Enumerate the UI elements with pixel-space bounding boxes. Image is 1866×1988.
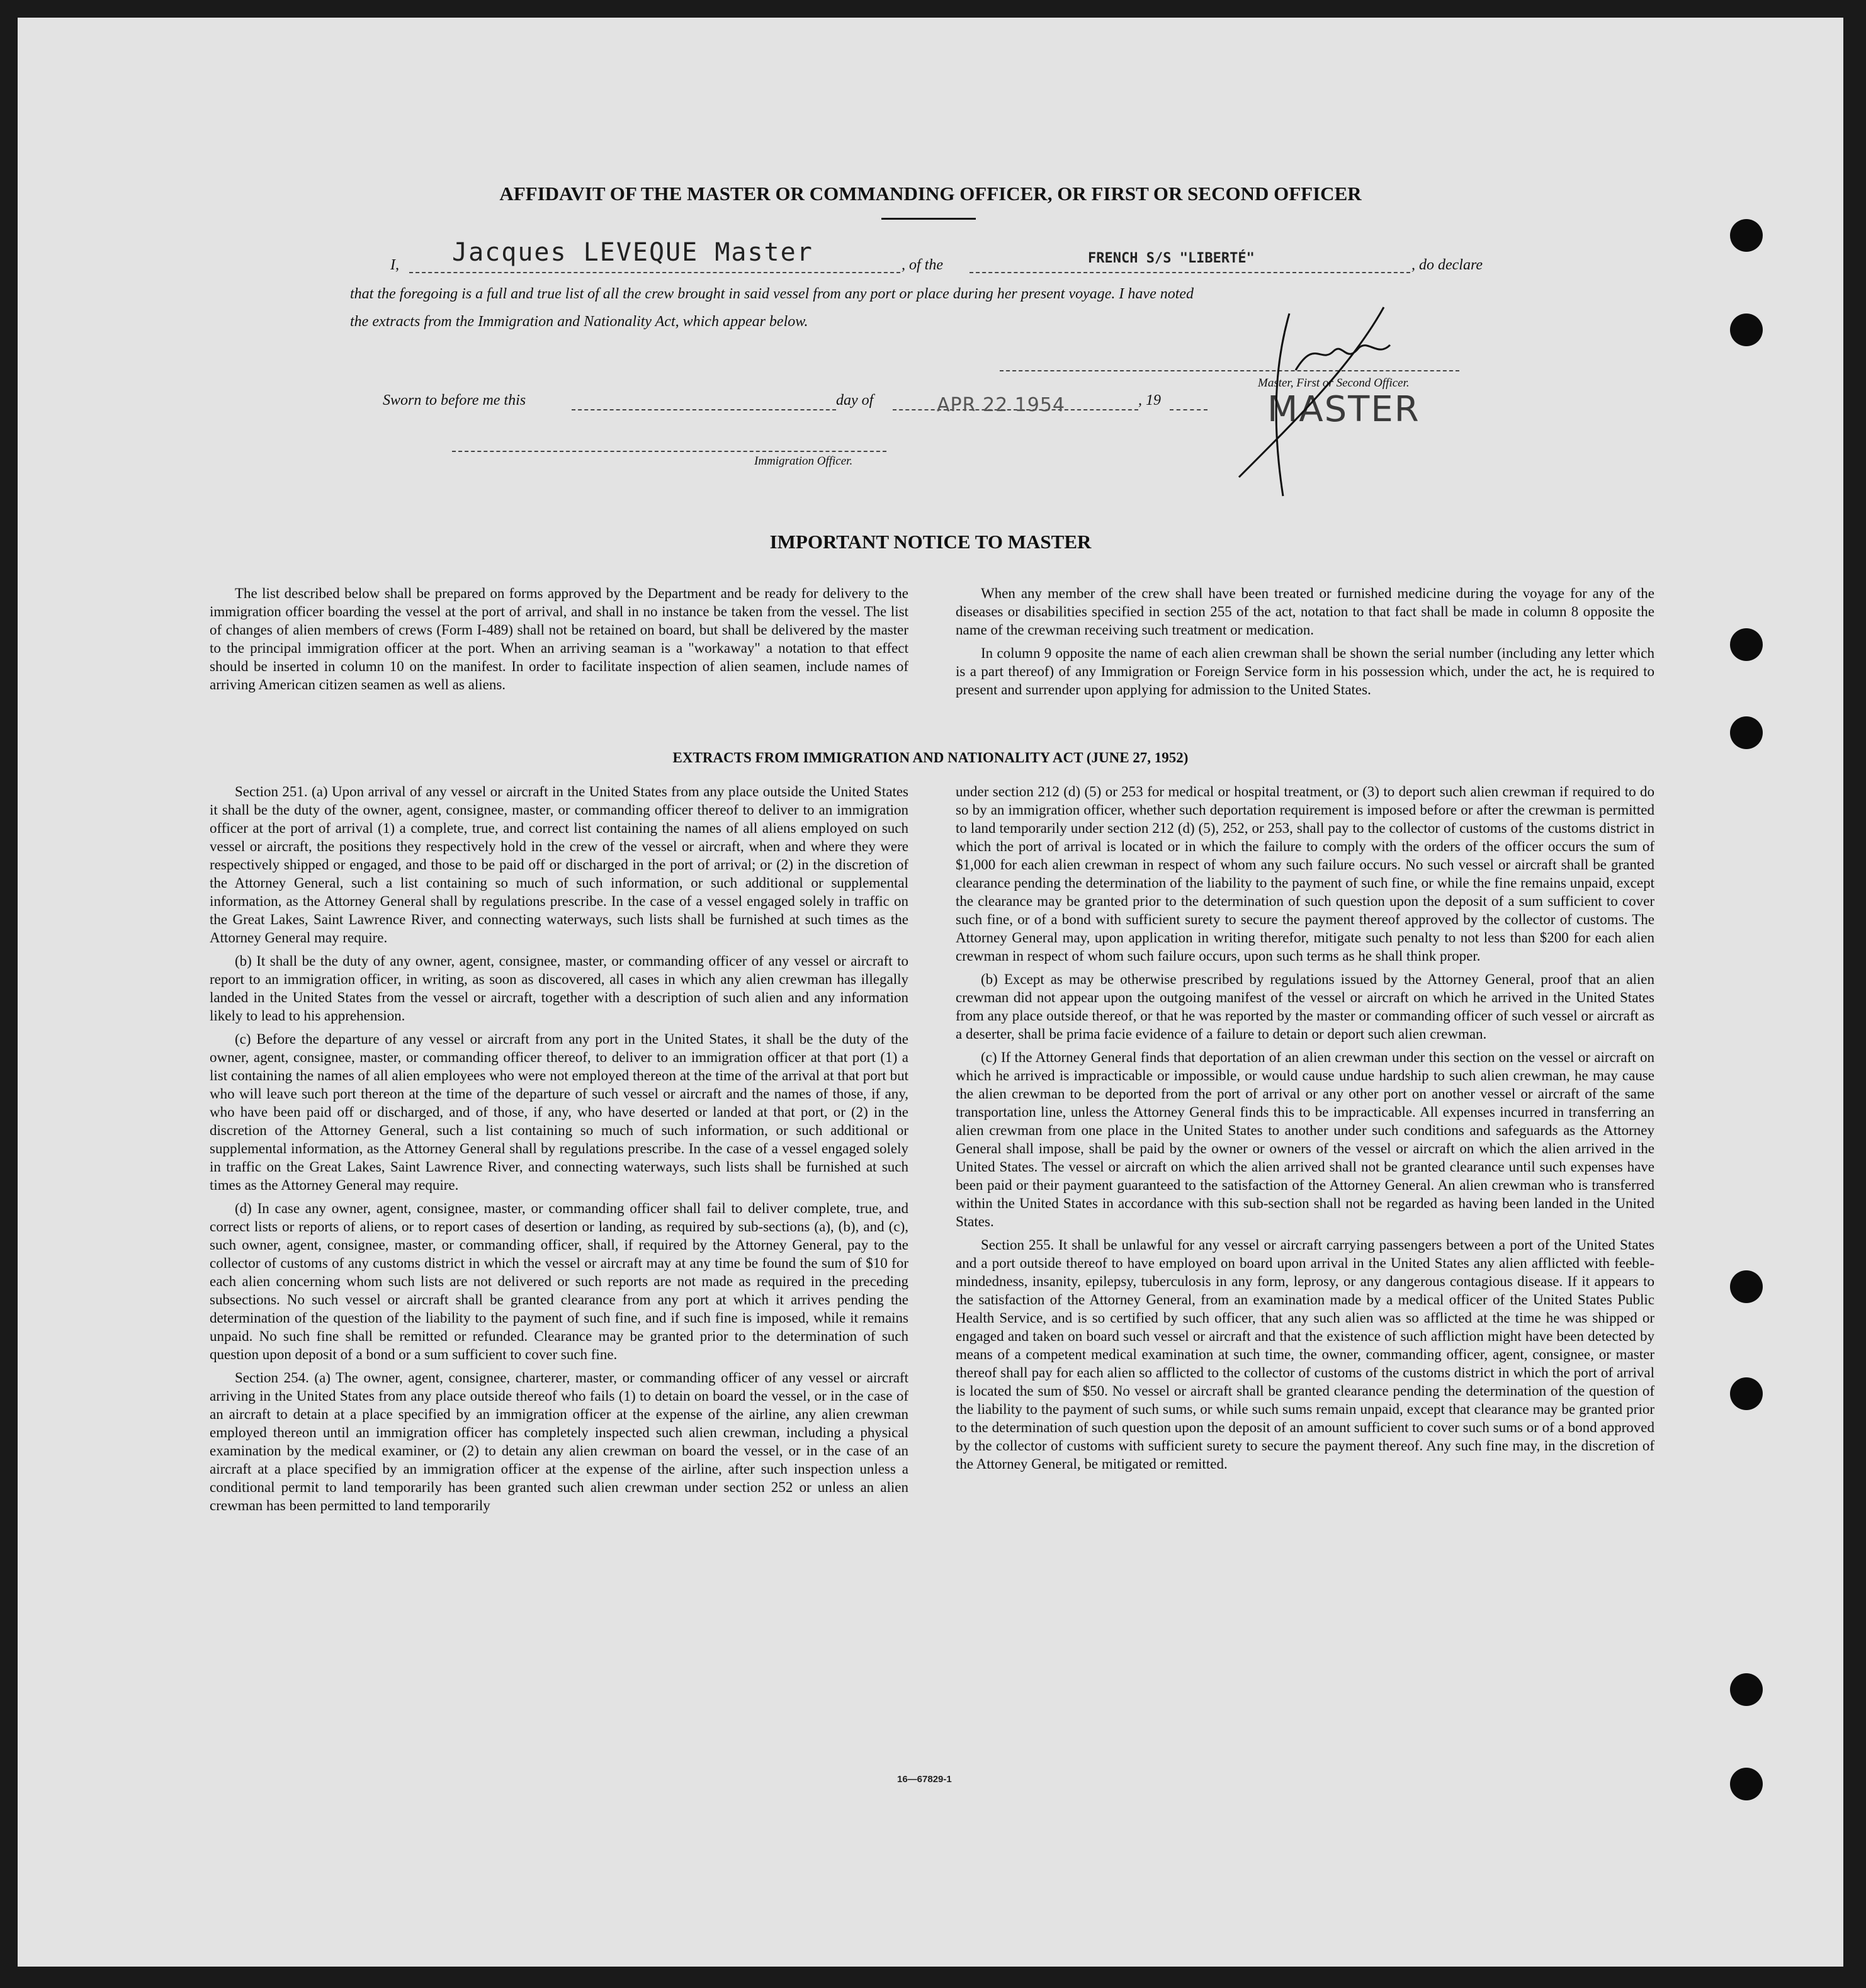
punch-hole: [1730, 1270, 1763, 1303]
signature-scribble: [1226, 288, 1453, 502]
notice-right-column: [956, 584, 1654, 704]
punch-hole: [1730, 219, 1763, 252]
punch-hole: [1730, 313, 1763, 346]
section-251-d: (d) In case any owner, agent, consignee, master, or commanding officer shall fail to deliver complete, true, and correct lists or reports of aliens, or to report cases of desertion or landing, as required by sub-sections (a), (b), and (c), such owner, agent, consignee, master, or commanding officer, shall, if required by the Attorney General, pay to the collector of customs of any customs district in which the vessel or aircraft may at any time be found the sum of $10 for each alien concerning whom such lists are not delivered or such reports are not made as required in the preceding subsections. No such vessel or aircraft shall be granted clearance from any port at which it arrives pending the determination of the question of the liability to the payment of such fine, and if such fine is imposed, while it remains unpaid. No such fine shall be remitted or refunded. Clearance may be granted prior to the determination of such question upon deposit of a bond or a sum sufficient to cover such fine.: [210, 1200, 908, 1362]
vessel-blank: [970, 272, 1410, 273]
notice-title: IMPORTANT NOTICE TO MASTER: [769, 531, 1092, 553]
master-name-blank: [409, 272, 900, 273]
immigration-officer-line: [452, 451, 886, 452]
notice-paragraph: In column 9 opposite the name of each alien crewman shall be shown the serial number (including any letter which is a part thereof) of any Immigration or Foreign Service form in his possession which, under the act, he is required to present and surrender upon applying for admission to the United States.: [956, 645, 1654, 697]
document-page: [18, 18, 1843, 1967]
notice-paragraph: The list described below shall be prepared on forms approved by the Department and be ready for delivery to the immigration officer boarding the vessel at the port of arrival, and shall in no instance be taken from the vessel. The list of changes of alien members of crews (Form I-489) shall not be retained on board, but shall be delivered by the master to the principal immigration officer at the port. When an arriving seaman is a "workaway" a notation to that effect should be inserted in column 10 on the manifest. In order to facilitate inspection of alien seamen, include names of arriving American citizen seamen as well as aliens.: [210, 585, 908, 692]
section-254-c: (c) If the Attorney General finds that deportation of an alien crewman under this section on the vessel or aircraft on which he arrived is impracticable or impossible, or would cause undue hardship to such alien crewman, he may cause the alien crewman to be deported from the port of arrival or any other port on another vessel or aircraft of the same transportation line, unless the Attorney General finds this to be impracticable. All expenses incurred in transferring an alien crewman from one place in the United States to another under such conditions and safeguards as the Attorney General shall impose, shall be paid by the owner or owners of the vessel or aircraft on which the alien arrived in the United States. The vessel or aircraft on which the alien arrived shall not be granted clearance until such expenses have been paid or their payment guaranteed to the satisfaction of the Attorney General. An alien crewman who is transferred within the United States in accordance with this sub-section shall not be regarded as having been landed in the United States.: [956, 1049, 1654, 1229]
extracts-right-column: [956, 782, 1654, 1478]
section-254-a: Section 254. (a) The owner, agent, consignee, charterer, master, or commanding officer of any vessel or aircraft arriving in the United States from any place outside thereof who fails (1) to detain on board the vessel, or in the case of an aircraft to detain at a place specified by an immigration officer at the expense of the airline, any alien crewman employed thereon until an immigration officer has completely inspected such alien crewman, including a physical examination by the medical examiner, or (2) to detain any alien crewman on board the vessel, or in the case of an aircraft at a place specified by an immigration officer at the expense of the airline, after such inspection unless a conditional permit to land temporarily has been granted such alien crewman under section 252 or unless an alien crewman has been permitted to land temporarily: [210, 1370, 908, 1513]
year-label: , 19: [1138, 392, 1161, 409]
section-251-b: (b) It shall be the duty of any owner, agent, consignee, master, or commanding officer of any vessel or aircraft to report to an immigration officer, in writing, as soon as discovered, all cases in which any alien crewman has illegally landed in the United States from the vessel or aircraft, together with a description of such alien and any information likely to lead to his apprehension.: [210, 953, 908, 1024]
section-254-b: (b) Except as may be otherwise prescribed by regulations issued by the Attorney General, proof that an alien crewman did not appear upon the outgoing manifest of the vessel or aircraft on which he arrived in the United States from any place outside thereof, or that he was reported by the master or commanding officer of such vessel or aircraft as a deserter, shall be prima facie evidence of a failure to detain or deport such alien crewman.: [956, 971, 1654, 1042]
affidavit-line-3: the extracts from the Immigration and Nationality Act, which appear below.: [350, 313, 808, 330]
notice-left-column: [210, 584, 908, 699]
extracts-left-column: [210, 782, 908, 1520]
extracts-title: EXTRACTS FROM IMMIGRATION AND NATIONALITY ACT (JUNE 27, 1952): [672, 750, 1189, 765]
punch-hole: [1730, 628, 1763, 661]
section-251-a: Section 251. (a) Upon arrival of any vessel or aircraft in the United States from any place outside the United States it shall be the duty of the owner, agent, consignee, master, or commanding officer thereof to deliver to an immigration officer at the port of arrival (1) a complete, true, and correct list containing the names of all aliens employed on such vessel or aircraft, the positions they respectively hold in the crew of the vessel or aircraft, when and where they were respectively shipped or engaged, and those to be paid off or discharged in the port of arrival; or (2) in the discretion of the Attorney General, such a list containing so much of such information, or such additional or supplemental information, as the Attorney General shall by regulations prescribe. In the case of a vessel engaged solely in traffic on the Great Lakes, Saint Lawrence River, and connecting waterways, such lists shall be furnished at such times as the Attorney General may require.: [210, 784, 908, 946]
officer-caption: Master, First or Second Officer.: [1258, 376, 1410, 390]
master-name: Jacques LEVEQUE Master: [452, 238, 813, 267]
sworn-day-blank: [572, 409, 836, 410]
punch-hole: [1730, 1673, 1763, 1706]
form-number: 16—67829-1: [897, 1774, 952, 1785]
section-255: Section 255. It shall be unlawful for any vessel or aircraft carrying passengers between a port of the United States and a port outside thereof to have employed on board upon arrival in the United States any alien afflicted with feeble-mindedness, insanity, epilepsy, tuberculosis in any form, leprosy, or any dangerous contagious disease. If it appears to the satisfaction of the Attorney General, from an examination made by a medical officer of the United States Public Health Service, and is so certified by such officer, that any such alien was so afflicted at the time he was shipped or engaged and taken on board such vessel or aircraft and that the existence of such affliction might have been detected by means of a competent medical examination at such time, the owner, commanding officer, agent, consignee, or master thereof shall pay for each alien so afflicted to the collector of customs of the customs district in which the port of arrival is located the sum of $50. No vessel or aircraft shall be granted clearance pending the determination of the question of the liability to the payment of such sums, or while such sums remain unpaid, except that clearance may be granted prior to the determination of such question upon the deposit of an amount sufficient to cover such sums or of a bond approved by the collector of customs with sufficient surety to secure the payment thereof. Any such fine may, in the discretion of the Attorney General, be mitigated or remitted.: [956, 1237, 1654, 1472]
affidavit-of-the: , of the: [902, 257, 943, 273]
immigration-officer-caption: Immigration Officer.: [754, 455, 853, 468]
section-254-a-continued: under section 212 (d) (5) or 253 for medical or hospital treatment, or (3) to deport such alien crewman if required to do so by an immigration officer, whether such deportation requirement is imposed before or after the crewman is permitted to land temporarily under section 212 (d) (5), 252, or 253, shall pay to the collector of customs of the customs district in which the port of arrival is located or in which the failure to comply with the orders of the officer occurs the sum of $1,000 for each alien crewman in respect of whom any such failure occurs. No such vessel or aircraft shall be granted clearance pending the determination of the liability to the payment of such fine, or while the fine remains unpaid, except the clearance may be granted prior to the determination of such question upon the deposit of a sum sufficient to cover such fine, or of a bond with sufficient surety to secure the payment thereof approved by the collector of customs. The Attorney General may, upon application in writing therefor, mitigate such penalty to not less than $200 for each alien crewman in respect of whom such failure occurs, upon such terms as he shall think proper.: [956, 784, 1654, 964]
year-blank: [1170, 409, 1207, 410]
master-stamp: MASTER: [1267, 389, 1420, 430]
affidavit-i: I,: [390, 257, 399, 273]
vessel-name: FRENCH S/S "LIBERTÉ": [1088, 251, 1255, 266]
sworn-label: Sworn to before me this: [383, 392, 526, 409]
punch-hole: [1730, 1377, 1763, 1410]
date-stamp: APR 22 1954: [937, 394, 1066, 416]
title-rule: [881, 218, 976, 220]
affidavit-do-declare: , do declare: [1411, 257, 1483, 273]
punch-hole: [1730, 716, 1763, 749]
affidavit-title: AFFIDAVIT OF THE MASTER OR COMMANDING OFFICER, OR FIRST OR SECOND OFFICER: [499, 183, 1362, 205]
day-of-label: day of: [836, 392, 874, 409]
punch-hole: [1730, 1768, 1763, 1800]
section-251-c: (c) Before the departure of any vessel or aircraft from any port in the United States, it shall be the duty of the owner, agent, consignee, master, or commanding officer thereof, to deliver to an immigration officer at that port (1) a list containing the names of all alien employees who were not employed thereon at the time of the arrival at that port but who will leave such port thereon at the time of the departure of such vessel or aircraft and the names of those, if any, who have been paid off or discharged, and of those, if any, who have deserted or landed at that port, or (2) in the discretion of the Attorney General, such a list containing so much of such information, or such additional or supplemental information, as the Attorney General shall by regulations prescribe. In the case of a vessel engaged solely in traffic on the Great Lakes, Saint Lawrence River, and connecting waterways, such lists shall be furnished at such times as the Attorney General may require.: [210, 1031, 908, 1193]
affidavit-line-2: that the foregoing is a full and true list of all the crew brought in said vessel from any port or place during her present voyage. I have noted: [350, 286, 1194, 302]
notice-paragraph: When any member of the crew shall have been treated or furnished medicine during the voyage for any of the diseases or disabilities specified in section 255 of the act, notation to that fact shall be made in column 8 opposite the name of the crewman receiving such treatment or medication.: [956, 585, 1654, 638]
